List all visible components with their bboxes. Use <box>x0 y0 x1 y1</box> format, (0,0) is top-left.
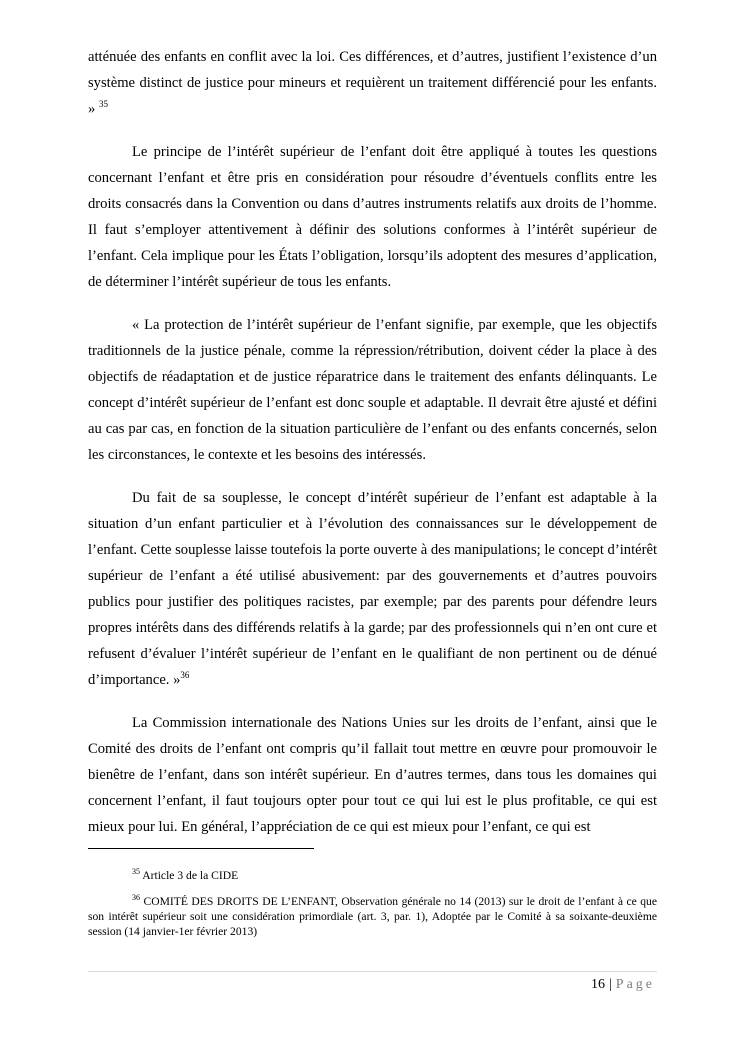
paragraph-5 <box>88 710 657 840</box>
paragraph-1 <box>88 44 657 122</box>
page-label: Page <box>615 977 655 992</box>
footnote-35 <box>88 868 657 883</box>
footnote-separator <box>88 848 314 849</box>
document-body <box>88 44 657 857</box>
paragraph-3 <box>88 312 657 468</box>
paragraph-text: atténuée des enfants en conflit avec la loi. Ces différences, et d’autres, justifient l’existence d’un système distinct de justice pour mineurs et requièrent un traitement différencié pour les enfants. » <box>88 49 657 117</box>
footnote-number: 36 <box>132 893 140 903</box>
page-footer <box>591 976 655 994</box>
paragraph-4 <box>88 485 657 693</box>
footer-separator: | <box>608 977 612 992</box>
paragraph-text: « La protection de l’intérêt supérieur de l’enfant signifie, par exemple, que les objectifs traditionnels de la justice pénale, comme la répression/rétribution, doivent céder la place à des objectifs de réadaptation et de justice réparatrice dans le traitement des enfants délinquants. Le concept d’intérêt supérieur de l’enfant est donc souple et adaptable. Il devrait être ajusté et défini au cas par cas, en fonction de la situation particulière de l’enfant ou des enfants concernés, selon les circonstances, le contexte et les besoins des intéressés. <box>88 317 657 463</box>
footnote-ref-36: 36 <box>180 670 190 681</box>
footnote-36 <box>88 894 657 939</box>
footer-divider <box>88 971 657 972</box>
paragraph-text: Du fait de sa souplesse, le concept d’intérêt supérieur de l’enfant est adaptable à la situation d’un enfant particulier et à l’évolution des connaissances sur le développement de l’enfant. Cette souplesse laisse toutefois la porte ouverte à des manipulations; le concept d’intérêt supérieur de l’enfant a été utilisé abusivement: par des gouvernements et d’autres pouvoirs publics pour justifier des politiques racistes, par exemple; par des parents pour défendre leurs propres intérêts dans des différends relatifs à la garde; par des professionnels qui n’en ont cure et refusent d’évaluer l’intérêt supérieur de l’enfant en le qualifiant de non pertinent ou de dénué d’importance. » <box>88 490 657 688</box>
paragraph-2 <box>88 139 657 295</box>
footnote-text: COMITÉ DES DROITS DE L’ENFANT, Observation générale no 14 (2013) sur le droit de l’enfant à ce que son intérêt supérieur soit une considération primordiale (art. 3, par. 1), Adoptée par le Comité à sa soixante-deuxième session (14 janvier-1er février 2013) <box>88 895 657 938</box>
footnote-text: Article 3 de la CIDE <box>140 869 239 882</box>
page-number: 16 <box>590 977 605 992</box>
footnote-ref-35: 35 <box>98 99 108 110</box>
paragraph-text: Le principe de l’intérêt supérieur de l’enfant doit être appliqué à toutes les questions concernant l’enfant et être pris en considération pour résoudre d’éventuels conflits entre les droits consacrés dans la Convention ou dans d’autres instruments relatifs aux droits de l’homme. Il faut s’employer attentivement à définir des solutions conformes à l’intérêt supérieur de l’enfant. Cela implique pour les États l’obligation, lorsqu’ils adoptent des mesures d’application, de déterminer l’intérêt supérieur de tous les enfants. <box>88 144 657 290</box>
paragraph-text: La Commission internationale des Nations Unies sur les droits de l’enfant, ainsi que le Comité des droits de l’enfant ont compris qu’il fallait tout mettre en œuvre pour promouvoir le bienêtre de l’enfant, dans son intérêt supérieur. En d’autres termes, dans tous les domaines qui concernent l’enfant, il faut toujours opter pour tout ce qui lui est le plus profitable, ce qui est mieux pour lui. En général, l’appréciation de ce qui est mieux pour l’enfant, ce qui est <box>88 715 657 835</box>
footnotes <box>88 868 657 950</box>
footnote-number: 35 <box>132 867 140 877</box>
